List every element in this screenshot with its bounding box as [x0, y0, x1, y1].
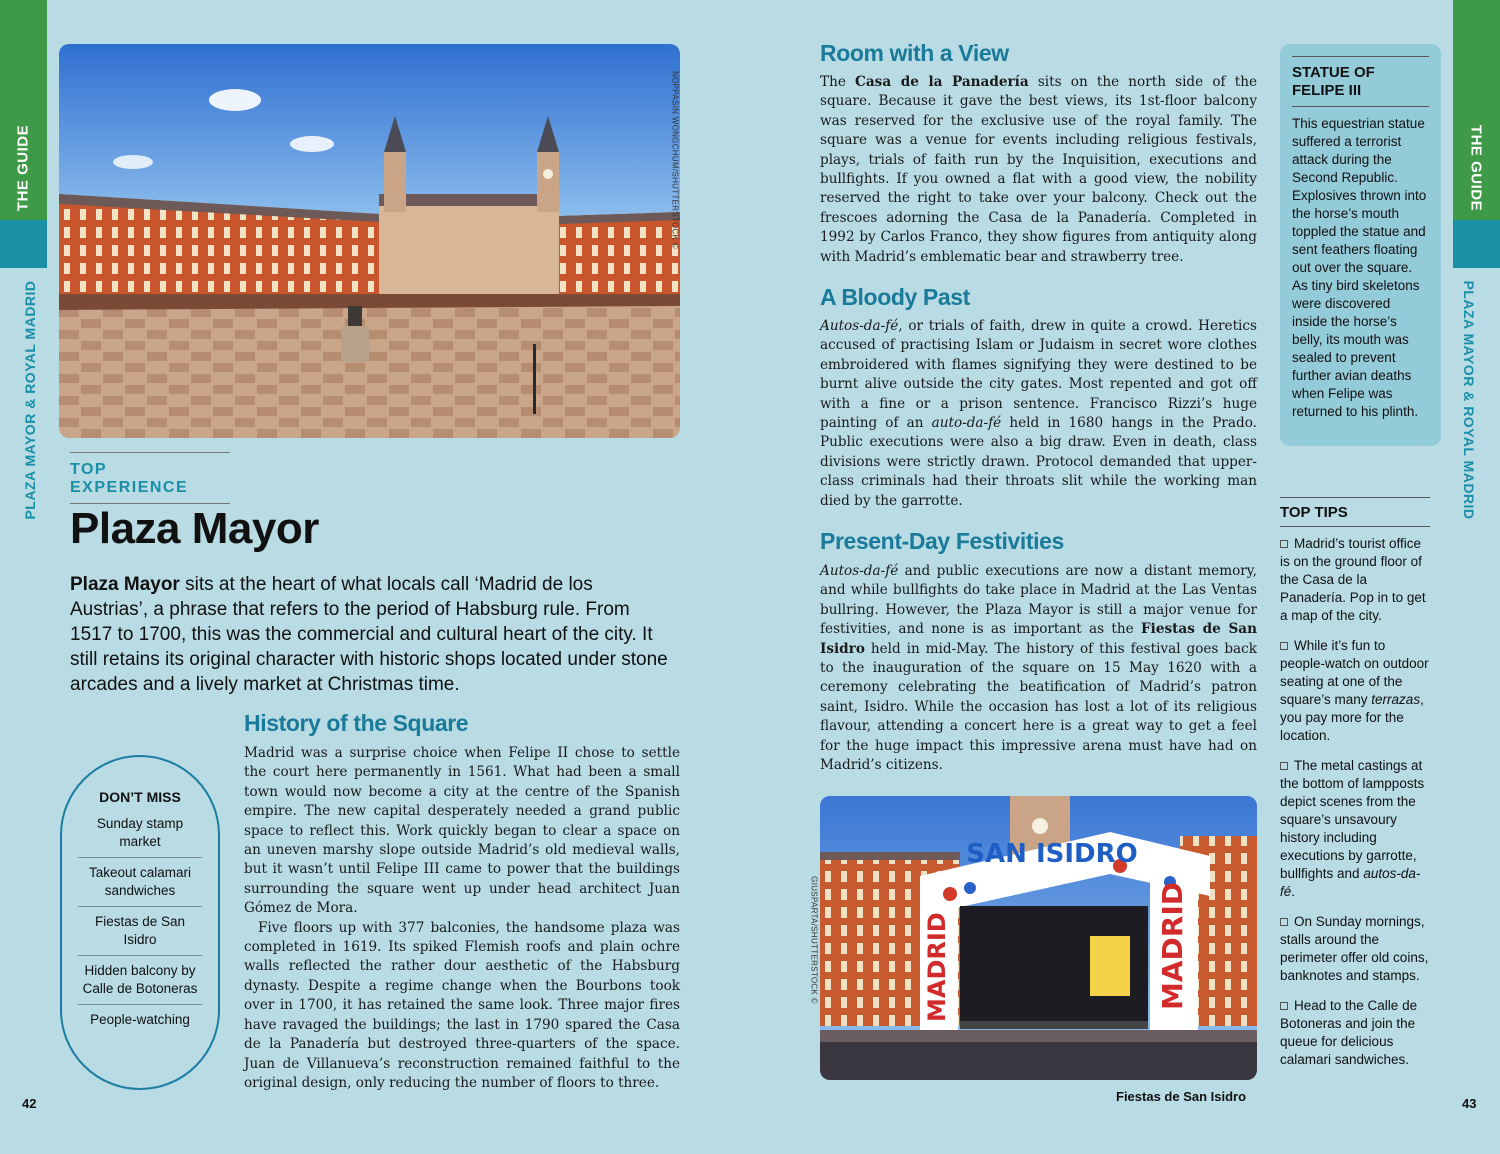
fest-text-2: held in mid-May. The history of this festival goes back to the inauguration of the square on 15 May 1620 with a ceremony celebrating the beatification of Madrid’s patron saint, Isidro. While the occasion has lost a lot of its religious flavour, attending a concert here is a great way to get a feel for the huge impact this impressive arena must have had on Madrid’s citizens.: [820, 640, 1257, 774]
stage-sign-side-left: MADRID: [923, 912, 951, 1022]
tip-text: While it’s fun to people-watch on outdoor seating at one of the square’s many: [1280, 638, 1429, 707]
bloody-body: [820, 317, 1257, 511]
room-text-rest: sits on the north side of the square. Because it gave the best views, its 1st-floor balcony was reserved for the exclusive use of the royal family. The square was a venue for events including religious festivals, plays, trials of faith run by the Inquisition, executions and bullfights. If you owned a flat with a good view, the nobility reserved the right to take over your balcony. Check out the frescoes adorning the Casa de la Panadería. Completed in 1992 by Carlos Franco, they show figures from antiquity along with Madrid’s emblematic bear and strawberry tree.: [820, 74, 1257, 265]
festivities-heading: Present-Day Festivities: [820, 528, 1064, 554]
plaza-mayor-photo: [59, 44, 680, 438]
top-photo-credit: NOPPASIN WONGCHUM/SHUTTERSTOCK ©: [670, 71, 680, 249]
lead-text: sits at the heart of what locals call ‘Madrid de los Austrias’, a phrase that refers to the period of Habsburg rule. From 1517 to 1700, this was the commercial and cultural heart of the city. It still retains its original character with historic shops located under stone arcades and a lively market at Christmas time.: [70, 574, 668, 695]
left-section-tab: [0, 220, 47, 268]
dont-miss-title: DON’T MISS: [99, 789, 181, 805]
right-section-tab: [1453, 220, 1500, 268]
checkbox-bullet-icon: [1280, 540, 1288, 548]
history-paragraph-2: Five floors up with 377 balconies, the handsome plaza was completed in 1619. Its spiked Flemish roofs and plain ochre walls reflected the rather dour aesthetic of the Habsburg dynasty. Despite a regime change when the Bourbons took over in 1700, it has retained the same look. Three major fires have ravaged the buildings; the last in 1790 spared the Casa de la Panadería but destroyed three-quarters of the space. Juan de Villanueva’s reconstruction remained faithful to the original design, only reducing the number of floors to three.: [244, 919, 680, 1091]
tip-text: .: [1291, 884, 1296, 899]
room-heading: Room with a View: [820, 40, 1009, 66]
dont-miss-box: [60, 755, 220, 1090]
tip-item: [1280, 637, 1432, 745]
right-section-label: PLAZA MAYOR & ROYAL MADRID: [1461, 280, 1477, 520]
dont-miss-item: Takeout calamari sandwiches: [78, 857, 202, 906]
lead-paragraph: [70, 572, 670, 697]
bloody-heading: A Bloody Past: [820, 284, 970, 310]
tip-item: [1280, 997, 1432, 1069]
room-body: [820, 73, 1257, 267]
bloody-text-1: , or trials of faith, drew in quite a crowd. Heretics accused of practising Islam or Judaism in secret wore clothes embroidered with flames signifying they were destined to be burnt alive outside the city gates. Most repented and got off with a fine or a prison sentence. Francisco Rizzi’s huge painting of an: [820, 318, 1257, 432]
fest-em: Autos-da-fé: [820, 563, 899, 579]
tip-em: autos-da-fé: [1280, 866, 1421, 899]
right-guide-label: THE GUIDE: [1467, 124, 1485, 212]
checkbox-bullet-icon: [1280, 762, 1288, 770]
history-paragraph-1: Madrid was a surprise choice when Felipe II chose to settle the court here permanently in 1561. What had been a small town would now become a city at the centre of the Spanish empire. The new capital desperately needed a grand public space to reflect this. Work quickly began to clear a space on an uneven marshy slope outside Madrid’s old medieval walls, but it wasn’t until Felipe III came to power that the buildings surrounding the square went up under head architect Juan Gómez de Mora.: [244, 745, 680, 917]
statue-sidebar: [1280, 44, 1441, 446]
photo-caption: Fiestas de San Isidro: [1116, 1089, 1247, 1104]
dont-miss-item: People-watching: [78, 1004, 202, 1035]
dont-miss-item: Fiestas de San Isidro: [78, 906, 202, 955]
tip-item: [1280, 913, 1432, 985]
tip-text: Head to the Calle de Botoneras and join the queue for delicious calamari sandwiches.: [1280, 998, 1418, 1067]
room-text-bold: Casa de la Panadería: [855, 74, 1029, 90]
tip-text: , you pay more for the location.: [1280, 692, 1424, 743]
bloody-em-1: Autos-da-fé: [820, 318, 899, 334]
checkbox-bullet-icon: [1280, 918, 1288, 926]
page-title: Plaza Mayor: [70, 504, 319, 553]
fest-text-1: and public executions are now a distant memory, and while bullfights do take place in Madrid at the Las Ventas bullring. However, the Plaza Mayor is still a major venue for festivities, and none is as important as the: [820, 563, 1257, 638]
tip-text: On Sunday mornings, stalls around the perimeter offer old coins, banknotes and stamps.: [1280, 914, 1429, 983]
lead-bold: Plaza Mayor: [70, 574, 180, 595]
left-guide-label: THE GUIDE: [14, 124, 32, 212]
tip-text: Madrid’s tourist office is on the ground floor of the Casa de la Panadería. Pop in to get a map of the city.: [1280, 536, 1426, 623]
fest-bold: Fiestas de San Isidro: [820, 621, 1257, 657]
bottom-photo-credit: GIUSPARTA/SHUTTERSTOCK ©: [809, 876, 819, 1004]
section-kicker: TOP EXPERIENCE: [70, 452, 230, 504]
tip-item: [1280, 757, 1432, 901]
stage-sign-side-right: MADRID: [1156, 882, 1189, 1010]
history-heading: History of the Square: [244, 710, 469, 736]
bloody-em-2: auto-da-fé: [931, 415, 1002, 432]
history-body: [244, 744, 680, 1093]
san-isidro-photo: [820, 796, 1257, 1080]
dont-miss-item: Hidden balcony by Calle de Botoneras: [78, 955, 202, 1004]
page-number-left: 42: [22, 1096, 37, 1111]
room-text-pre: The: [820, 74, 856, 90]
left-section-label: PLAZA MAYOR & ROYAL MADRID: [22, 280, 38, 520]
page-number-right: 43: [1462, 1096, 1477, 1111]
stage-sign-main: SAN ISIDRO: [966, 839, 1138, 869]
statue-title: STATUE OF FELIPE III: [1292, 56, 1429, 107]
checkbox-bullet-icon: [1280, 1002, 1288, 1010]
festivities-body: [820, 562, 1257, 775]
dont-miss-item: Sunday stamp market: [96, 816, 184, 849]
statue-body: This equestrian statue suffered a terrorist attack during the Second Republic. Explosives thrown into the horse’s mouth toppled the statue and sent feathers floating out over the square. As tiny bird skeletons were discovered inside the horse’s belly, its mouth was sealed to prevent further avian deaths when Felipe was returned to his plinth.: [1292, 116, 1427, 419]
tip-item: [1280, 535, 1432, 625]
top-tips-list: [1280, 535, 1432, 1081]
top-tips-title: TOP TIPS: [1280, 497, 1430, 527]
tip-text: The metal castings at the bottom of lampposts depict scenes from the square’s unsavoury history including executions by garrotte, bullfights and: [1280, 758, 1425, 881]
checkbox-bullet-icon: [1280, 642, 1288, 650]
tip-em: terrazas: [1371, 692, 1421, 707]
bloody-text-2: held in 1680 hangs in the Prado. Public executions were also a big draw. Even in death, class divisions were strictly drawn. Protocol demanded that upper-class criminals had their throats slit while the working man died by the garrotte.: [820, 415, 1257, 509]
